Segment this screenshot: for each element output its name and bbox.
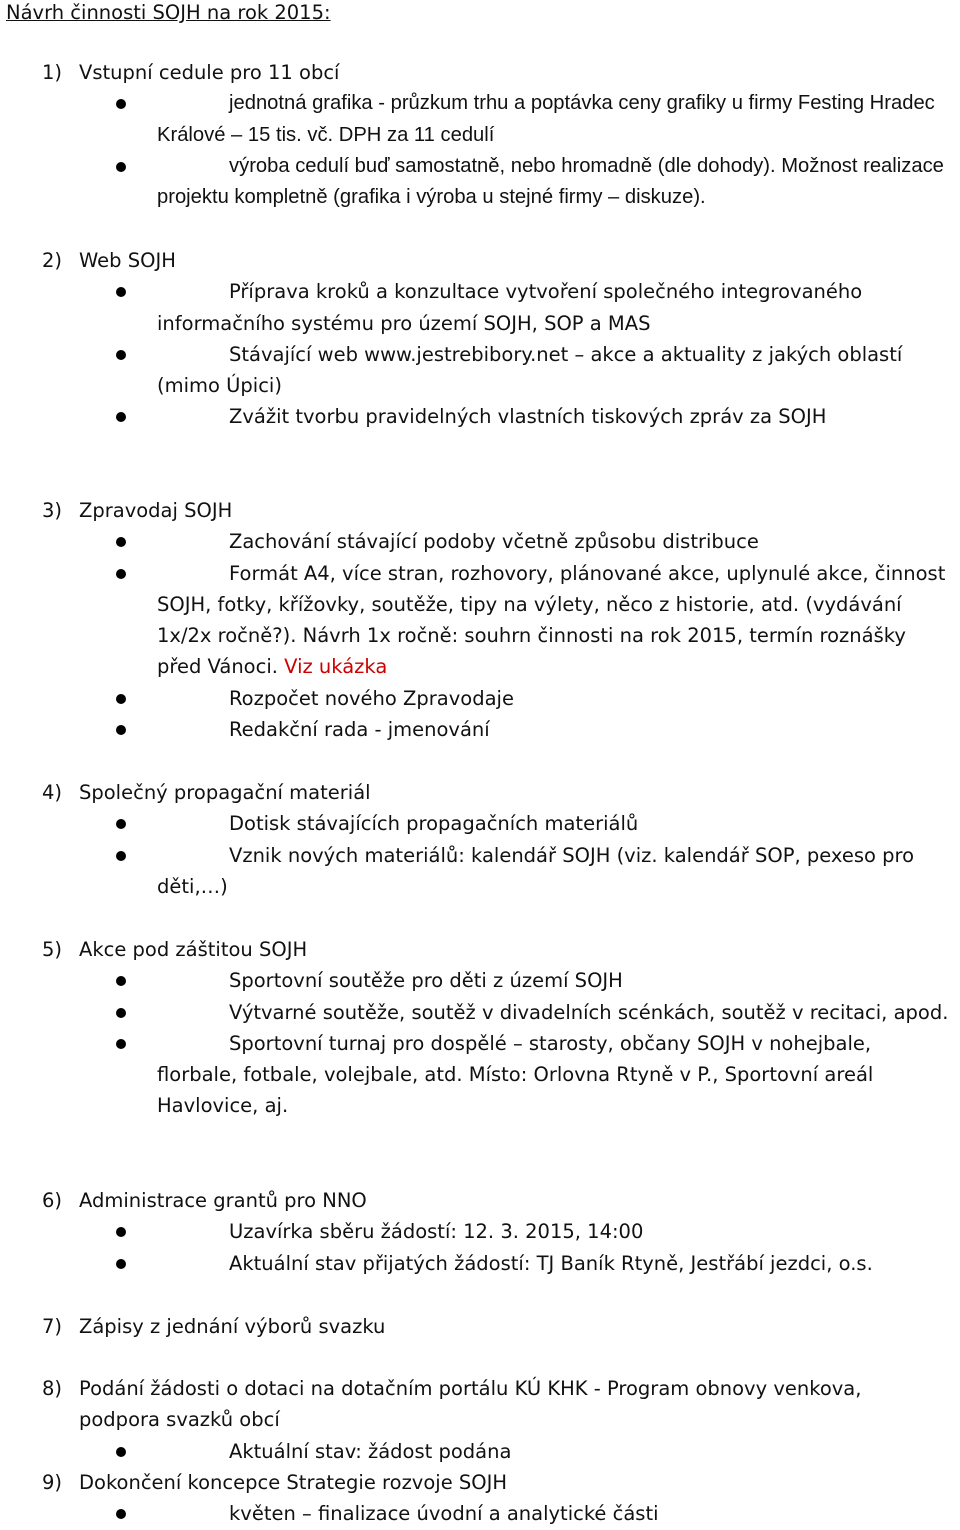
- section-heading: [0, 1467, 960, 1498]
- bullet-icon: [116, 287, 126, 297]
- bullet-icon: [116, 412, 126, 422]
- section-number: 6): [42, 1189, 63, 1212]
- list-item: [0, 714, 952, 745]
- bullet-icon: [116, 1039, 126, 1049]
- list-item-text: jednotná grafika - průzkum trhu a poptávka ceny grafiky u firmy Festing Hradec Králové – 15 tis. vč. DPH za 11 cedulí: [157, 92, 935, 146]
- bullet-icon: [116, 162, 126, 172]
- section-title: Zápisy z jednání výborů svazku: [79, 1315, 386, 1338]
- bullet-icon: [116, 851, 126, 861]
- section-number: 3): [42, 499, 63, 522]
- bullet-icon: [116, 1259, 126, 1269]
- bullet-icon: [116, 1447, 126, 1457]
- section-title: Dokončení koncepce Strategie rozvoje SOJH: [79, 1471, 508, 1494]
- section-2: [0, 245, 960, 433]
- bullet-icon: [116, 1509, 126, 1519]
- list-item: [0, 808, 952, 839]
- section-9: [0, 1467, 960, 1530]
- section-heading: [0, 245, 960, 276]
- list-item-text: Redakční rada - jmenování: [229, 718, 490, 742]
- list-item-text: Rozpočet nového Zpravodaje: [229, 686, 514, 710]
- list-item-text: Příprava kroků a konzultace vytvoření společného integrovaného informačního systému pro území SOJH, SOP a MAS: [157, 280, 863, 335]
- section-3: [0, 495, 960, 745]
- list-item-text: Uzavírka sběru žádostí: 12. 3. 2015, 14:00: [229, 1220, 644, 1244]
- section-6: [0, 1185, 960, 1279]
- bullet-icon: [116, 99, 126, 109]
- section-heading: [0, 777, 960, 808]
- list-item-text: Sportovní soutěže pro děti z území SOJH: [229, 969, 623, 993]
- list-item-text: Aktuální stav: žádost podána: [229, 1439, 512, 1463]
- list-item: [0, 1436, 952, 1467]
- list-item-text: Zachování stávající podoby včetně způsobu distribuce: [229, 530, 759, 554]
- bullet-icon: [116, 819, 126, 829]
- section-number: 9): [42, 1471, 63, 1494]
- bullet-icon: [116, 350, 126, 360]
- section-heading: [0, 57, 960, 88]
- list-item-text: výroba cedulí buď samostatně, nebo hromadně (dle dohody). Možnost realizace projektu kompletně (grafika i výroba u stejné firmy – diskuze).: [157, 154, 944, 209]
- section-7: [0, 1311, 960, 1342]
- section-title: Vstupní cedule pro 11 obcí: [79, 61, 340, 84]
- section-heading: [0, 495, 960, 526]
- section-1: [0, 57, 960, 213]
- section-4: [0, 777, 960, 902]
- list-item: [0, 88, 952, 151]
- list-item: [0, 965, 952, 996]
- bullet-icon: [116, 694, 126, 704]
- list-item: [0, 683, 952, 714]
- list-item: [0, 1028, 952, 1122]
- section-number: 4): [42, 781, 63, 804]
- section-heading: [0, 1373, 939, 1436]
- section-title: Web SOJH: [79, 249, 176, 272]
- section-number: 1): [42, 61, 63, 84]
- section-heading: [0, 1311, 960, 1342]
- list-item-text: Aktuální stav přijatých žádostí: TJ Baník Rtyně, Jestřábí jezdci, o.s.: [229, 1251, 873, 1275]
- section-heading: [0, 1185, 960, 1216]
- list-item: [0, 339, 952, 402]
- section-title: Akce pod záštitou SOJH: [79, 938, 308, 961]
- list-item: [0, 840, 952, 903]
- list-item-text: Formát A4, více stran, rozhovory, plánované akce, uplynulé akce, činnost SOJH, fotky, křížovky, soutěže, tipy na výlety, něco z historie, atd. (vydávání 1x/2x ročně?). Návrh 1x ročně: souhrn činnosti na rok 2015, termín roznášky před Vánoci.: [157, 561, 946, 679]
- example-link[interactable]: Viz ukázka: [284, 655, 388, 679]
- bullet-icon: [116, 1008, 126, 1018]
- bullet-icon: [116, 976, 126, 986]
- list-item: [0, 558, 952, 683]
- section-number: 2): [42, 249, 63, 272]
- bullet-icon: [116, 725, 126, 735]
- list-item: [0, 1216, 952, 1247]
- list-item-text: Stávající web www.jestrebibory.net – akce a aktuality z jakých oblastí (mimo Úpici): [157, 342, 903, 398]
- section-number: 5): [42, 938, 63, 961]
- section-title: Společný propagační materiál: [79, 781, 371, 804]
- list-item-text: Vznik nových materiálů: kalendář SOJH (viz. kalendář SOP, pexeso pro děti,…): [157, 843, 915, 898]
- section-title: Zpravodaj SOJH: [79, 499, 233, 522]
- page-title: Návrh činnosti SOJH na rok 2015:: [6, 1, 331, 24]
- list-item: [0, 526, 952, 557]
- bullet-icon: [116, 537, 126, 547]
- list-item: [0, 1248, 952, 1279]
- list-item: [0, 151, 952, 214]
- list-item-text: Sportovní turnaj pro dospělé – starosty, občany SOJH v nohejbale, florbale, fotbale, volejbale, atd. Místo: Orlovna Rtyně v P., Sportovní areál Havlovice, aj.: [157, 1031, 874, 1118]
- list-item-text: květen – finalizace úvodní a analytické části: [229, 1502, 659, 1526]
- section-8: [0, 1373, 960, 1467]
- section-5: [0, 934, 960, 1122]
- list-item-text: Dotisk stávajících propagačních materiálů: [229, 812, 639, 836]
- section-title: Administrace grantů pro NNO: [79, 1189, 367, 1212]
- list-item: [0, 1498, 952, 1529]
- list-item-text: Zvážit tvorbu pravidelných vlastních tiskových zpráv za SOJH: [229, 405, 827, 429]
- list-item-text: Výtvarné soutěže, soutěž v divadelních scénkách, soutěž v recitaci, apod.: [229, 1000, 949, 1024]
- bullet-icon: [116, 569, 126, 579]
- section-number: 8): [42, 1377, 63, 1400]
- list-item: [0, 401, 952, 432]
- bullet-icon: [116, 1227, 126, 1237]
- section-number: 7): [42, 1315, 63, 1338]
- list-item: [0, 997, 952, 1028]
- section-title: Podání žádosti o dotaci na dotačním portálu KÚ KHK - Program obnovy venkova, podpora svazků obcí: [79, 1377, 862, 1432]
- section-heading: [0, 934, 960, 965]
- list-item: [0, 276, 952, 339]
